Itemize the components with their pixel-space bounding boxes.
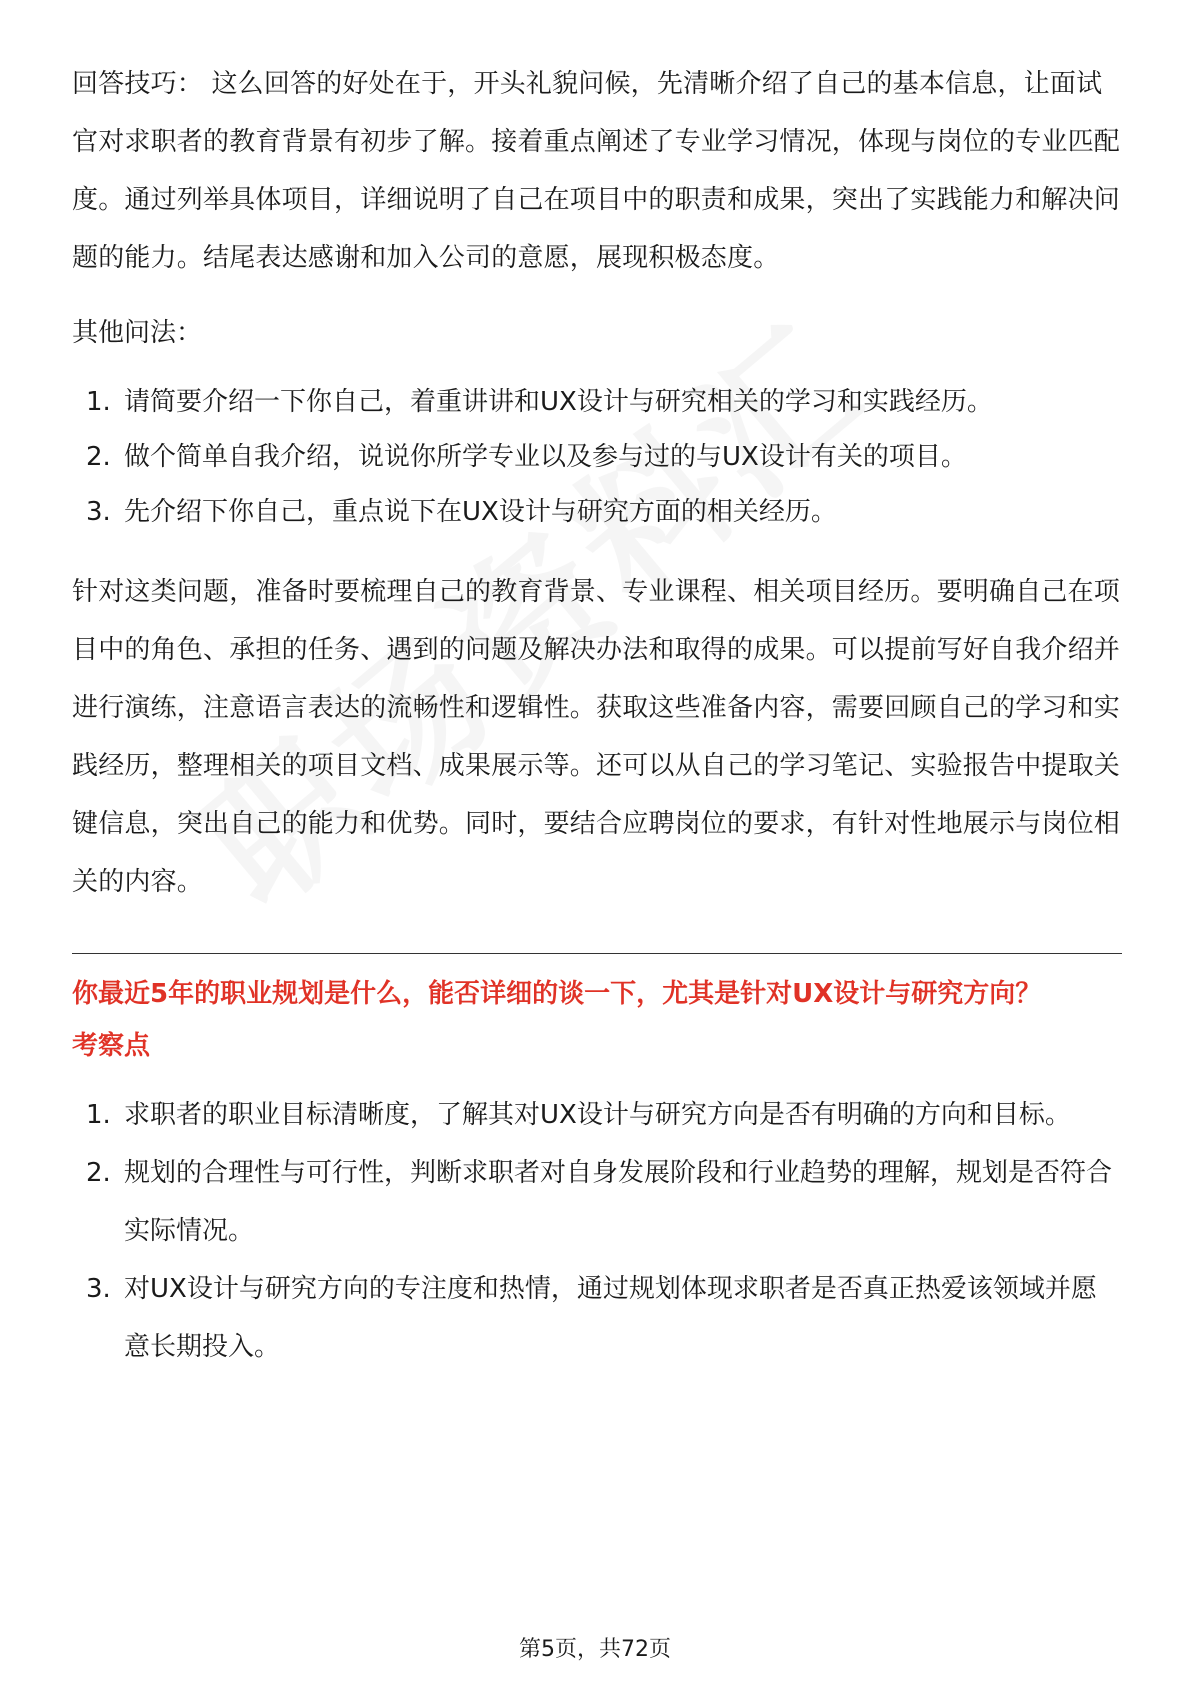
list-number: 3.	[86, 497, 111, 527]
list-item	[72, 1260, 1122, 1376]
list-item-text: 对UX设计与研究方向的专注度和热情，通过规划体现求职者是否真正热爱该领域并愿意长期投入。	[124, 1274, 1097, 1362]
list-item-text: 规划的合理性与可行性，判断求职者对自身发展阶段和行业趋势的理解，规划是否符合实际情况。	[124, 1158, 1113, 1246]
list-item-text: 先介绍下你自己，重点说下在UX设计与研究方面的相关经历。	[124, 497, 837, 527]
section-divider	[72, 953, 1122, 954]
list-item	[72, 373, 1122, 431]
list-item	[72, 1086, 1122, 1144]
assess-points-label: 考察点	[72, 1031, 151, 1061]
list-number: 2.	[86, 442, 111, 472]
answer-tip-paragraph: 回答技巧： 这么回答的好处在于，开头礼貌问候，先清晰介绍了自己的基本信息，让面试官对求职者的教育背景有初步了解。接着重点阐述了专业学习情况，体现与岗位的专业匹配度。通过列举具体项目，详细说明了自己在项目中的职责和成果，突出了实践能力和解决问题的能力。结尾表达感谢和加入公司的意愿，展现积极态度。	[72, 69, 1121, 273]
list-item-text: 请简要介绍一下你自己，着重讲讲和UX设计与研究相关的学习和实践经历。	[124, 387, 993, 417]
list-item-text: 求职者的职业目标清晰度，了解其对UX设计与研究方向是否有明确的方向和目标。	[124, 1100, 1071, 1130]
list-item	[72, 428, 1122, 486]
other-asks-label: 其他问法：	[72, 318, 203, 348]
page-footer	[0, 1635, 1190, 1665]
other-asks-list	[72, 373, 1122, 541]
interview-question: 你最近5年的职业规划是什么，能否详细的谈一下，尤其是针对UX设计与研究方向？	[72, 979, 1042, 1009]
list-number: 2.	[86, 1158, 111, 1188]
page-number: 第5页，共72页	[519, 1637, 671, 1662]
list-item	[72, 483, 1122, 541]
assess-points-list	[72, 1086, 1122, 1376]
advice-paragraph: 针对这类问题，准备时要梳理自己的教育背景、专业课程、相关项目经历。要明确自己在项目中的角色、承担的任务、遇到的问题及解决办法和取得的成果。可以提前写好自我介绍并进行演练，注意语言表达的流畅性和逻辑性。获取这些准备内容，需要回顾自己的学习和实践经历，整理相关的项目文档、成果展示等。还可以从自己的学习笔记、实验报告中提取关键信息，突出自己的能力和优势。同时，要结合应聘岗位的要求，有针对性地展示与岗位相关的内容。	[72, 577, 1121, 897]
document-page	[72, 55, 1122, 1376]
list-item-text: 做个简单自我介绍，说说你所学专业以及参与过的与UX设计有关的项目。	[124, 442, 967, 472]
list-number: 3.	[86, 1274, 111, 1304]
list-number: 1.	[86, 387, 111, 417]
list-number: 1.	[86, 1100, 111, 1130]
list-item	[72, 1144, 1122, 1260]
